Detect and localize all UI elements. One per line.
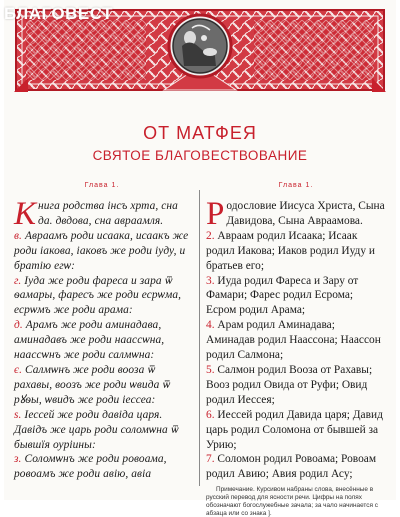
- book-subtitle: СВЯТОЕ БЛАГОВЕСТВОВАНИЕ: [92, 148, 308, 163]
- verse-text: Іессей же роди давіда царя. Давідъ же царь роди соломѡна ѿ бывшїя оуріины:: [14, 408, 179, 451]
- book-title: ОТ МАТФЕЯ: [143, 123, 257, 143]
- verse-text: нига родства інсъ хрта, сна да. двдова, сна авраамля.: [38, 200, 178, 227]
- verse-text: Іуда же роди фареса и зара ѿ ѳамары, фаресъ же роди есрѡма, есрѡмъ же роди арама:: [14, 274, 182, 317]
- verse: [206, 452, 386, 482]
- verse-list-right: [206, 196, 386, 482]
- verse: [206, 196, 386, 232]
- verse-number: 7.: [206, 453, 215, 466]
- verse-text: Арамъ же роди аминадава, аминадавъ же роди наассѡна, наассѡнъ же роди салмѡна:: [14, 319, 165, 362]
- verse-number: 5.: [206, 363, 215, 376]
- verse: [206, 274, 386, 319]
- column-divider: [199, 190, 200, 486]
- verse-number: 3.: [206, 274, 215, 287]
- verse-number: є.: [14, 363, 23, 376]
- verse: [14, 408, 190, 453]
- verse-text: Арам родил Аминадава; Аминадав родил Наассона; Наассон родил Салмона;: [206, 319, 381, 362]
- church-slavonic-column: [14, 182, 190, 482]
- verse-text: Салмон родил Вооза от Рахавы; Вооз родил Овида от Руфи; Овид родил Иессея;: [206, 363, 373, 406]
- russian-column: [206, 182, 386, 517]
- verse-text: одословие Иисуса Христа, Сына Давидова, Сына Авраамова.: [226, 200, 385, 227]
- verse-text: Соломѡнъ же роди ровоама, ровоамъ же роди авію, авіа: [14, 453, 167, 481]
- verse-number: д.: [14, 319, 23, 332]
- verse: [206, 363, 386, 408]
- verse-number: 4.: [206, 319, 215, 332]
- verse-text: Авраамъ роди исаака, исаакъ же роди іакова, іаковъ же роди іуду, и братію егѡ:: [14, 229, 189, 272]
- nativity-medallion-icon: [169, 15, 231, 77]
- verse: [14, 196, 190, 232]
- verse-text: Авраам родил Исаака; Исаак родил Иакова; Иаков родил Иуду и братьев его;: [206, 229, 375, 272]
- verse: [14, 452, 190, 482]
- verse-number: в.: [14, 229, 22, 242]
- verse: [206, 229, 386, 274]
- drop-cap: К: [14, 196, 37, 232]
- verse: [14, 318, 190, 363]
- verse-number: г.: [14, 274, 22, 287]
- verse: [14, 229, 190, 274]
- verse: [14, 363, 190, 408]
- verse: [206, 408, 386, 453]
- verse-number: 2.: [206, 229, 215, 242]
- drop-cap: Р: [206, 196, 225, 232]
- verse-text: Соломон родил Ровоама; Ровоам родил Авию; Авия родил Асу;: [206, 453, 377, 481]
- verse: [14, 274, 190, 319]
- verse-number: 6.: [206, 408, 215, 421]
- verse-number: з.: [14, 453, 22, 466]
- watermark-logo: БЛАГОВЕСТ: [4, 4, 113, 23]
- chapter-label-left: Глава 1.: [84, 182, 120, 189]
- chapter-label-right: Глава 1.: [278, 182, 314, 189]
- verse-list-left: [14, 196, 190, 482]
- verse: [206, 318, 386, 363]
- verse-number: ѕ.: [14, 408, 22, 421]
- verse-text: Иуда родил Фареса и Зару от Фамари; Фарес родил Есрома; Есром родил Арама;: [206, 274, 359, 317]
- verse-text: Салмѡнъ же роди вооза ѿ рахавы, воозъ же роди ѡвида ѿ рꙋѳы, ѡвидъ же роди іессеа:: [14, 363, 170, 406]
- verse-text: Иессей родил Давида царя; Давид царь родил Соломона от бывшей за Урию;: [206, 408, 383, 451]
- footnote: Примечание. Курсивом набраны слова, внесённые в русский перевод для ясности речи. Цифры на полях обозначают богослужебные зачала; за чало начинается с абзаца или со знака ].: [206, 486, 378, 517]
